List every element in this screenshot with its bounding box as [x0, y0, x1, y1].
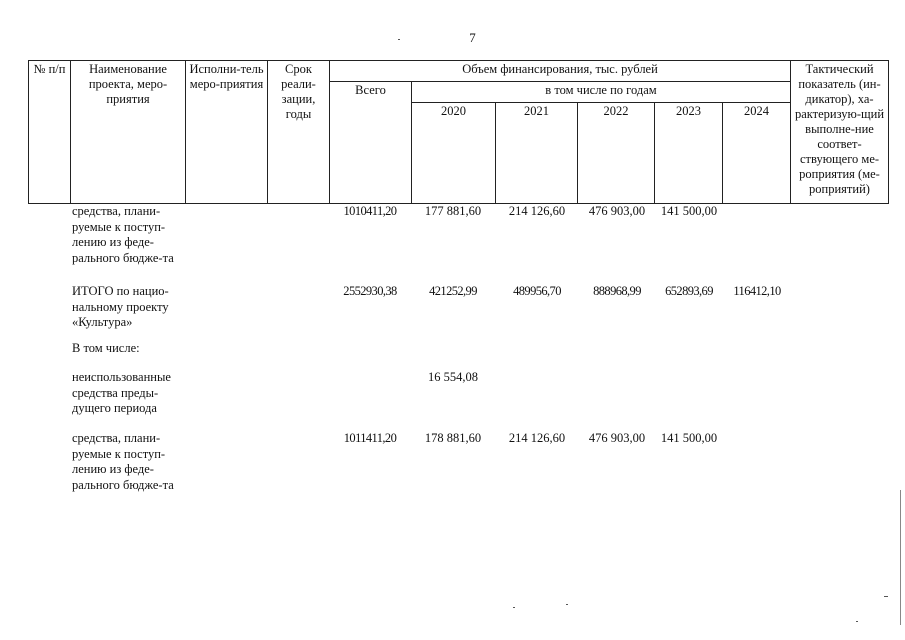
row-total: 2552930,38: [343, 284, 397, 298]
row-value-2024: 116412,10: [733, 284, 781, 298]
page-number: 7: [469, 30, 476, 45]
header-year-2024: 2024: [723, 103, 791, 204]
row-value-2022: 888968,99: [593, 284, 641, 298]
header-term: Срок реали-зации, годы: [268, 61, 330, 204]
header-year-2022: 2022: [578, 103, 655, 204]
header-executor: Исполни-тель меро-приятия: [186, 61, 268, 204]
row-value-2023: 141 500,00: [660, 431, 718, 445]
header-year-2023: 2023: [655, 103, 723, 204]
header-name: Наименование проекта, меро-приятия: [71, 61, 186, 204]
header-volume: Объем финансирования, тыс. рублей: [330, 61, 791, 82]
header-year-2021: 2021: [496, 103, 578, 204]
row-value-2023: 141 500,00: [660, 204, 718, 218]
row-value-2023: 652893,69: [665, 284, 713, 298]
scan-speck: [566, 604, 568, 605]
row-total: 1010411,20: [343, 204, 397, 218]
row-value-2020: 177 881,60: [424, 204, 482, 218]
row-value-2020: 178 881,60: [424, 431, 482, 445]
scan-speck: [513, 607, 515, 608]
header-total: Всего: [330, 82, 412, 204]
scan-speck: [398, 39, 400, 40]
header-year-2020: 2020: [412, 103, 496, 204]
row-value-2021: 489956,70: [513, 284, 561, 298]
row-name: ИТОГО по нацио-нальному проекту «Культура»: [72, 284, 169, 329]
row-value-2022: 476 903,00: [588, 431, 646, 445]
scan-speck: [856, 621, 858, 622]
row-total: 1011411,20: [343, 431, 397, 445]
row-value-2022: 476 903,00: [588, 204, 646, 218]
header-number: № п/п: [29, 61, 71, 204]
row-value-2021: 214 126,60: [508, 431, 566, 445]
header-by-years: в том числе по годам: [412, 82, 791, 103]
row-name: В том числе:: [72, 341, 140, 355]
scan-edge-line: [900, 490, 901, 625]
row-value-2020: 421252,99: [429, 284, 477, 298]
scan-speck: [884, 596, 888, 597]
row-name: средства, плани-руемые к поступ-лению из феде-рального бюдже-та: [72, 204, 174, 265]
row-name: неиспользованные средства преды-дущего периода: [72, 370, 171, 415]
row-value-2021: 214 126,60: [508, 204, 566, 218]
header-indicator: Тактический показатель (ин-дикатор), ха-рактеризую-щий выполне-ние соответ-ствующего ме-роприятия (ме-роприятий): [791, 61, 889, 204]
row-name: средства, плани-руемые к поступ-лению из феде-рального бюдже-та: [72, 431, 174, 492]
row-value-2020: 16 554,08: [428, 370, 478, 384]
